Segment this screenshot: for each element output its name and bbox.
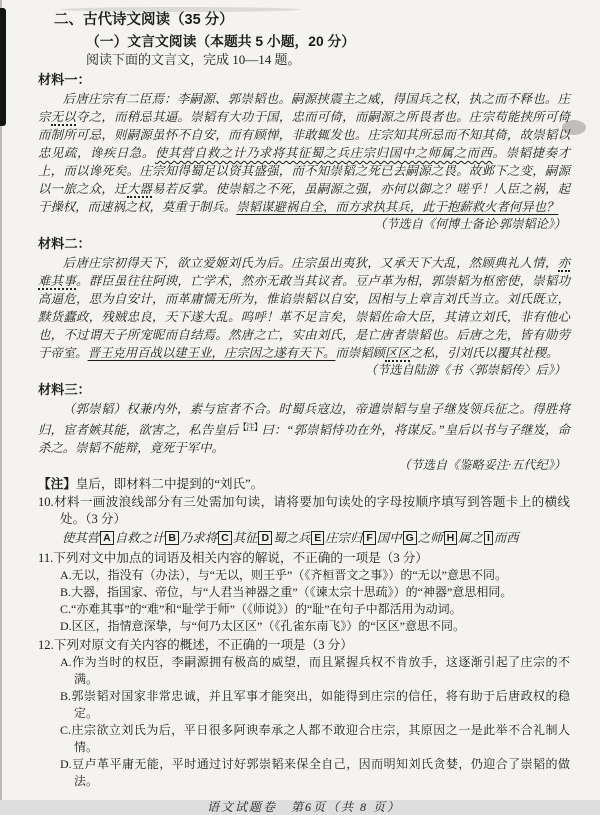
- judou-text-segment: 乃求将: [179, 531, 218, 545]
- material2-part2: 。群臣虽往往阿谀，亡学术，然亦无敢当其议者。豆卢革为相，郭崇韬为枢密使，崇韬功高逼危，思为自安计，而革庸懦无所为，惟谄崇韬以自安，因相与上章言刘氏当立。刘氏既立，黩货蠹政，残贼忠良，天下遂大乱。呜呼！革不足言矣，崇韬佐命大臣，其请立刘氏，非有他心也，不过谓天子所宠昵而自结焉。然唐之亡，实由刘氏，是亡唐者崇韬也。后唐之先，皆有勋劳于帝室。: [38, 274, 571, 360]
- option-text: 庄宗欲立刘氏为后，平日很多阿谀奉承之人都不敢迎合庄宗，其原因之一是此举不合礼制人情。: [71, 723, 570, 754]
- material1-label: 材料一：: [38, 72, 91, 87]
- material1-part1: 后唐庄宗有二臣焉：李嗣源、郭崇韬也。嗣源挟震主之威，得国兵之权，执之而不释也。庄宗: [38, 92, 570, 124]
- judou-letter-box: E: [311, 531, 324, 545]
- question-12-option-b: [38, 688, 570, 722]
- option-label: B.: [60, 585, 72, 599]
- material2-underlined-sentence: 晋王克用百战以建王业，庄宗因之遂有天下。: [87, 346, 336, 360]
- question-11-option-d: [38, 618, 570, 635]
- question-12-number: 12.: [38, 638, 54, 652]
- material1-wavy-underlined-sentence: 使其营自救之计乃求将其征蜀之兵庄宗归国中之师属之而西: [154, 146, 493, 160]
- judou-text-segment: 庄宗归: [325, 531, 363, 545]
- judou-letter-box: H: [444, 531, 458, 545]
- option-text: “亦难其事”的“难”和“耻学于师”（《师说》）的“耻”在句子中都活用为动词。: [71, 602, 462, 616]
- material3-part1: （郭崇韬）权兼内外，素与宦者不合。时蜀兵寇边，帝遣崇韬与皇子继岌领兵征之。得胜将归，宦者嫉其能，欲害之，私告皇后: [38, 402, 570, 437]
- material2-source: （节选自陆游《书〈郭崇韬传〉后》）: [364, 363, 566, 377]
- question-11-number: 11.: [38, 551, 54, 565]
- material3-label: 材料三：: [38, 382, 91, 397]
- material1-source: （节选自《何博士备论·郭崇韬论》）: [374, 217, 566, 231]
- judou-text-segment: 属之: [458, 531, 483, 545]
- judou-letter-box: G: [403, 531, 417, 545]
- judou-letter-box: I: [484, 531, 493, 545]
- material1-text: [38, 90, 570, 216]
- material1-part4: 易若反掌。使崇韬之不死，虽嗣源之强，亦何以御之？嗟乎！人臣之祸，起于操权，而速祸之权，莫重于制兵。: [38, 182, 571, 214]
- option-label: D.: [60, 757, 72, 771]
- scan-smudge: [60, 7, 300, 12]
- option-label: C.: [60, 723, 72, 737]
- judou-letter-box: F: [363, 531, 375, 545]
- judou-letter-box: A: [100, 531, 114, 545]
- judou-letter-box: C: [218, 531, 232, 545]
- option-label: B.: [60, 689, 72, 703]
- question-10-number: 10.: [38, 495, 54, 509]
- material2-label: 材料二：: [38, 236, 91, 251]
- question-12: [38, 637, 570, 790]
- option-text: 豆卢革平庸无能，平时通过讨好郭崇韬来保全自己，因而明知刘氏贪婪，仍迎合了崇韬的做法。: [71, 757, 570, 788]
- material2-text: [38, 254, 570, 362]
- question-11-text: 下列对文中加点的词语及相关内容的解说，不正确的一项是（3 分）: [53, 551, 428, 565]
- question-10-text: 材料一画波浪线部分有三处需加句读，请将要加句读处的字母按顺序填写到答题卡上的横线处。（3 分）: [53, 495, 570, 526]
- judou-letter-box: D: [258, 531, 272, 545]
- question-12-option-c: [38, 722, 570, 756]
- material1-part2: 夺之，而稍忌其逼。崇韬有大功于国，忠而可倚，而嗣源之所畏者也。庄宗苟能挟所可倚而制所可忌，则嗣源虽怀不自安，而有顾惮，非敢辄发也。庄宗知其所忌而不知其倚，故崇韬以忠见疏，谗疾日急。: [38, 110, 571, 160]
- judou-text-segment: 国中: [376, 531, 402, 545]
- judou-text-segment: 自救之计: [114, 531, 165, 545]
- scan-noise-blob: [562, 120, 586, 135]
- material2-part1: 后唐庄宗初得天下，欲立爱姬刘氏为后。庄宗虽出夷狄，又承天下大乱，然顾典礼人情，: [62, 256, 558, 270]
- question-10-stem: [38, 494, 570, 528]
- question-12-stem: [38, 637, 570, 654]
- judou-letter-box: B: [165, 531, 179, 545]
- option-text: 区区，指情意深挚，与“何乃太区区”（《孔雀东南飞》）的“区区”意思不同。: [71, 619, 465, 633]
- option-text: 郭崇韬对国家非常忠诚，并且军事才能突出，如能得到庄宗的信任，将有助于后唐政权的稳定。: [71, 689, 570, 720]
- option-text: 无以，指没有（办法），与“无以，则王乎”（《齐桓晋文之事》）的“无以”意思不同。: [71, 568, 507, 582]
- question-11-option-a: [38, 567, 570, 584]
- material2-part3: 而崇韬顾: [335, 346, 385, 360]
- footnote-text: 皇后，即材料二中提到的“刘氏”。: [75, 477, 264, 491]
- note-reference-marker: 【注】: [238, 422, 262, 432]
- option-label: D.: [60, 619, 72, 633]
- judou-text-segment: 使其营: [62, 531, 100, 545]
- material2-dotted-phrase: 亦难其事: [38, 256, 570, 288]
- footnote: [38, 476, 570, 492]
- subsection-title: （一）文言文阅读（本题共 5 小题，20 分）: [86, 34, 356, 49]
- question-10: [38, 494, 570, 548]
- question-11-option-c: [38, 601, 570, 618]
- judou-text-segment: 而西: [493, 531, 519, 545]
- material1-part3: 。崇韬捷奏才上，而以谗死矣。庄宗知得蜀足以资其盛强，而不知崇韬之死已去嗣源之畏。故邺下之变，嗣源以一旅之众，迁: [38, 146, 571, 196]
- option-label: A.: [60, 655, 72, 669]
- material2-dotted-word-ququ: 区区: [384, 346, 410, 360]
- material1-dotted-word-wuyi: 无以: [50, 110, 77, 124]
- question-11: [38, 550, 570, 635]
- section-title: 二、古代诗文阅读（35 分）: [54, 12, 234, 28]
- judou-text-segment: 之师: [417, 531, 443, 545]
- option-label: C.: [60, 602, 72, 616]
- question-11-stem: [38, 550, 570, 567]
- question-12-text: 下列对原文有关内容的概述，不正确的一项是（3 分）: [53, 638, 353, 652]
- question-11-option-b: [38, 584, 570, 601]
- material3-source: （节选自《鉴略妥注·五代纪》）: [398, 458, 566, 472]
- reading-instruction: 阅读下面的文言文，完成 10—14 题。: [86, 52, 301, 67]
- question-12-option-d: [38, 756, 570, 790]
- material3-part2: 曰：“郭崇韬恃功在外，将谋反。”皇后以书与子继岌，命杀之。崇韬不能辩，竟死于军中。: [38, 423, 570, 455]
- footnote-label: 【注】: [38, 477, 76, 491]
- material2-part4: 之私，引刘氏以覆其社稷。: [409, 346, 559, 360]
- material3-text: [38, 400, 570, 457]
- judou-text-segment: 蜀之兵: [273, 531, 311, 545]
- scan-black-streak: [0, 8, 6, 126]
- option-label: A.: [60, 568, 72, 582]
- question-10-judou-line: [38, 528, 570, 548]
- option-text: 作为当时的权臣，李嗣源拥有极高的威望，而且紧握兵权不肯放手，这逐渐引起了庄宗的不满。: [71, 655, 570, 686]
- option-text: 大器，指国家、帝位，与“人君当神器之重”（《谏太宗十思疏》）的“神器”意思相同。: [71, 585, 513, 599]
- judou-text-segment: 其征: [232, 531, 258, 545]
- page-footer: 语文试题卷 第6页（共 8 页）: [206, 800, 401, 814]
- material1-dotted-word-daqi: 大器: [126, 182, 153, 196]
- material1-underlined-sentence: 崇韬谋避祸自全，而方求执其兵，此于抱薪救火者何异也？: [236, 200, 559, 214]
- question-12-option-a: [38, 654, 570, 688]
